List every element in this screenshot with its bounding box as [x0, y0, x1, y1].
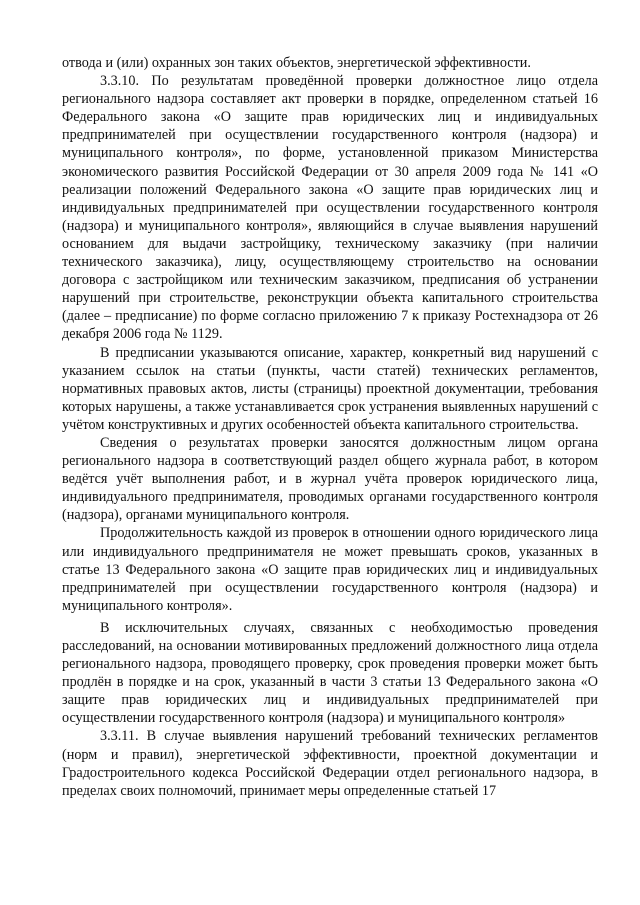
paragraph-continuation: отвода и (или) охранных зон таких объектов, энергетической эффективности. [62, 55, 531, 71]
paragraph-3-3-10: 3.3.10. По результатам проведённой проверки должностное лицо отдела регионального надзора составляет акт проверки в порядке, определенном статьей 16 Федерального закона «О защите прав юридических лиц и индивидуальных предпринимателей при осуществлении государственного контроля (надзора) и муниципального контроля», по форме, установленной приказом Министерства экономического развития Российской Федерации от 30 апреля 2009 года № 141 «О реализации положений Федерального закона «О защите прав юридических лиц и индивидуальных предпринимателей при осуществлении государственного контроля (надзора) и муниципального контроля», являющийся в случае выявления нарушений основанием для выдачи застройщику, техническому заказчику (при наличии технического заказчика), лицу, осуществляющему строительство на основании договора с застройщиком или техническим заказчиком, предписания об устранении нарушений при строительстве, реконструкции объекта капитального строительства (далее – предписание) по форме согласно приложению 7 к приказу Ростехнадзора от 26 декабря 2006 года № 1129. [62, 73, 598, 343]
paragraph-3-3-11: 3.3.11. В случае выявления нарушений требований технических регламентов (норм и правил), энергетической эффективности, проектной документации и Градостроительного кодекса Российской Федерации отдел регионального надзора, в пределах своих полномочий, принимает меры определенные статьей 17 [62, 728, 598, 799]
paragraph-inspection-duration: Продолжительность каждой из проверок в отношении одного юридического лица или индивидуального предпринимателя не может превышать сроков, указанных в статье 13 Федерального закона «О защите прав юридических лиц и индивидуальных предпринимателей при осуществлении государственного контроля (надзора) и муниципального контроля». [62, 525, 598, 614]
paragraph-prescription-content: В предписании указываются описание, характер, конкретный вид нарушений с указанием ссылок на статьи (пункты, части статей) технических регламентов, нормативных правовых актов, листы (страницы) проектной документации, требования которых нарушены, а также устанавливается срок устранения выявленных нарушений с учётом конструктивных и других особенностей объекта капитального строительства. [62, 344, 598, 433]
paragraph-journal-records: Сведения о результатах проверки заносятся должностным лицом органа регионального надзора в соответствующий раздел общего журнала работ, в котором ведётся учёт выполнения работ, и в журнал учёта проверок юридического лица, индивидуального предпринимателя, проводимых органами государственного контроля (надзора), органами муниципального контроля. [62, 434, 598, 524]
document-page [62, 54, 598, 800]
paragraph-exceptional-cases: В исключительных случаях, связанных с необходимостью проведения расследований, на основании мотивированных предложений должностного лица отдела регионального надзора, проводящего проверку, срок проведения проверки может быть продлён в порядке и на срок, указанный в части 3 статьи 13 Федерального закона «О защите прав юридических лиц и индивидуальных предпринимателей при осуществлении государственного контроля (надзора) и муниципального контроля» [62, 619, 598, 727]
